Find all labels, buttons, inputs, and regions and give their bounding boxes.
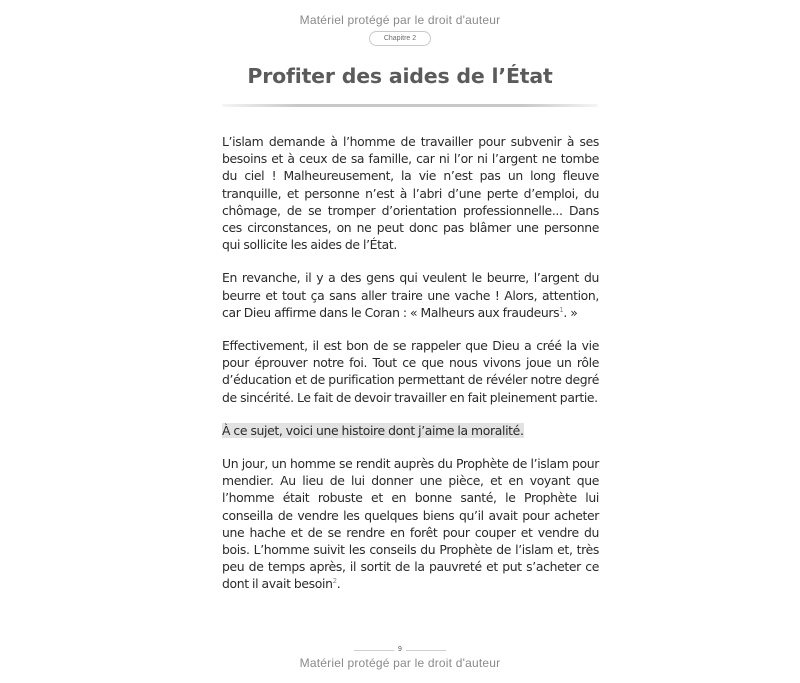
page-number: 9 — [398, 646, 402, 653]
paragraph-1 — [222, 133, 599, 253]
footnote-marker[interactable]: 1 — [559, 305, 564, 314]
paragraph-text-end: . » — [563, 304, 578, 320]
page-title: Profiter des aides de l’État — [247, 64, 553, 88]
title-divider — [222, 104, 598, 107]
paragraph-5 — [222, 455, 599, 593]
paragraph-2 — [222, 269, 599, 321]
paragraph-text: Effectivement, il est bon de se rappeler que Dieu a créé la vie pour éprouver notre foi. Tout ce que nous vivons joue un rôle d’éducation et de purification permettant de révéler notre degré de sincérité. Le fait de devoir travailler en fait pleinement partie. — [222, 338, 599, 405]
footer-divider-right — [406, 650, 446, 651]
chapter-badge: Chapitre 2 — [369, 31, 431, 46]
paragraph-4-highlighted — [222, 422, 599, 439]
paragraph-text-end: . — [336, 576, 341, 592]
paragraph-text: Un jour, un homme se rendit auprès du Prophète de l’islam pour mendier. Au lieu de lui donner une pièce, et en voyant que l’homme était robuste et en bonne santé, le Prophète lui conseilla de vendre les quelques biens qu’il avait pour acheter une hache et de se rendre en forêt pour couper et vendre du bois. L’homme suivit les conseils du Prophète de l’islam et, très peu de temps après, il sortit de la pauvreté et put s’acheter ce dont il avait besoin — [222, 456, 599, 592]
paragraph-text: En revanche, il y a des gens qui veulent le beurre, l’argent du beurre et tout ça sans aller traire une vache ! Alors, attention, car Dieu affirme dans le Coran : « Malheurs aux fraudeurs — [222, 270, 599, 320]
body-text — [222, 133, 599, 609]
paragraph-3 — [222, 337, 599, 406]
copyright-watermark-top: Matériel protégé par le droit d'auteur — [299, 13, 501, 27]
copyright-watermark-bottom: Matériel protégé par le droit d'auteur — [299, 656, 501, 670]
paragraph-text: L’islam demande à l’homme de travailler pour subvenir à ses besoins et à ceux de sa famille, car ni l’or ni l’argent ne tombe du ciel ! Malheureusement, la vie n’est pas un long fleuve tranquille, et personne n’est à l’abri d’une perte d’emploi, du chômage, de se tromper d’orientation professionnelle... Dans ces circonstances, on ne peut donc pas blâmer une personne qui sollicite les aides de l’État. — [222, 134, 599, 253]
footnote-marker[interactable]: 2 — [332, 577, 337, 586]
highlighted-text: À ce sujet, voici une histoire dont j’aime la moralité. — [222, 422, 524, 438]
